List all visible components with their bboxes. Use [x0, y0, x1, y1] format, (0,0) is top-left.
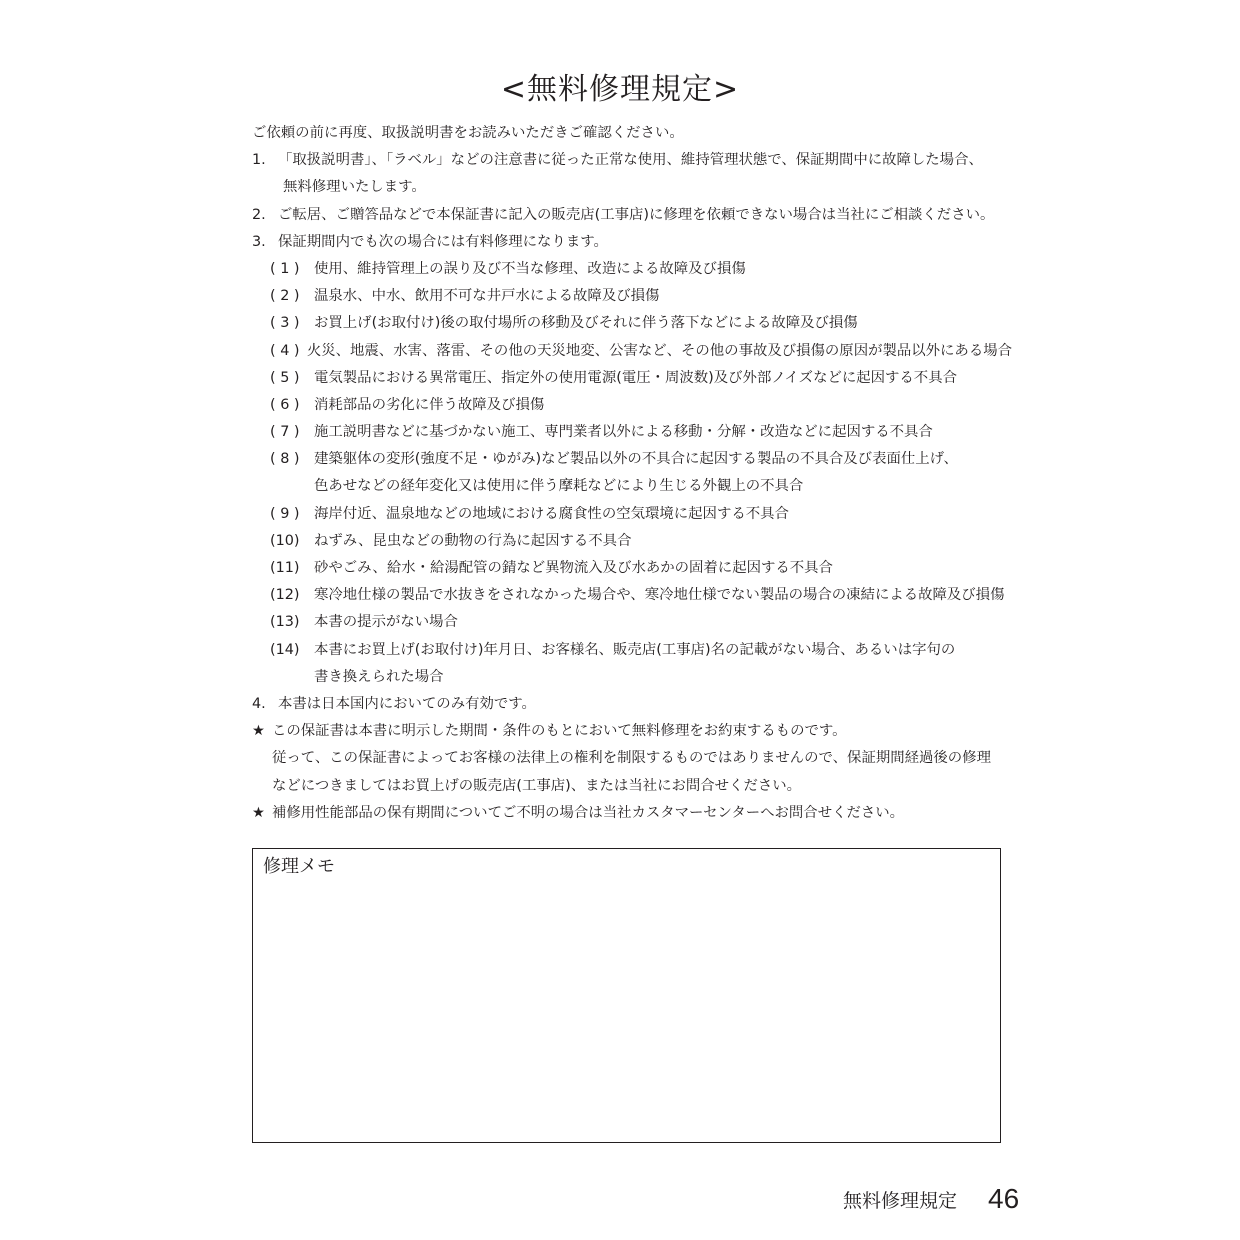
sub-list-item	[252, 365, 1012, 392]
sub-list-item	[252, 637, 1012, 664]
sub-item-number: ( 7 )	[270, 424, 300, 441]
page-title: <無料修理規定>	[500, 72, 740, 107]
sub-item-text: 本書の提示がない場合	[314, 614, 458, 631]
sub-item-text: 施工説明書などに基づかない施工、専門業者以外による移動・分解・改造などに起因する不具合	[314, 424, 933, 441]
sub-list-item	[252, 501, 1012, 528]
list-item	[252, 147, 1012, 174]
sub-item-text: 寒冷地仕様の製品で水抜きをされなかった場合や、寒冷地仕様でない製品の場合の凍結による故障及び損傷	[314, 587, 1005, 604]
list-item	[252, 229, 1012, 256]
sub-item-text: お買上げ(お取付け)後の取付場所の移動及びそれに伴う落下などによる故障及び損傷	[314, 315, 858, 332]
sub-list-item	[252, 582, 1012, 609]
note-item	[252, 718, 1012, 745]
sub-item-number: (11)	[270, 560, 300, 576]
note-text: この保証書は本書に明示した期間・条件のもとにおいて無料修理をお約束するものです。	[272, 723, 847, 740]
item-number: 3.	[252, 233, 266, 250]
item-number: 4.	[252, 695, 266, 712]
sub-item-text: 使用、維持管理上の誤り及び不当な修理、改造による故障及び損傷	[314, 260, 746, 277]
repair-memo-label: 修理メモ	[263, 856, 335, 877]
repair-memo-box	[252, 848, 1001, 1143]
sub-item-continuation: 書き換えられた場合	[314, 668, 444, 685]
sub-list-item	[252, 555, 1012, 582]
sub-list-item	[252, 446, 1012, 473]
item-number: 1.	[252, 152, 266, 169]
sub-item-number: ( 8 )	[270, 451, 300, 468]
sub-item-number: ( 4 )	[270, 342, 300, 359]
sub-item-continuation: 色あせなどの経年変化又は使用に伴う摩耗などにより生じる外観上の不具合	[314, 478, 804, 495]
sub-item-number: ( 6 )	[270, 396, 300, 413]
sub-item-text: 電気製品における異常電圧、指定外の使用電源(電圧・周波数)及び外部ノイズなどに起因する不具合	[314, 369, 957, 386]
sub-item-number: ( 2 )	[270, 288, 300, 305]
sub-list-item	[252, 528, 1012, 555]
list-item	[252, 202, 1012, 229]
sub-item-number: ( 5 )	[270, 369, 300, 386]
sub-item-number: (14)	[270, 641, 300, 658]
sub-item-text: 温泉水、中水、飲用不可な井戸水による故障及び損傷	[314, 288, 660, 305]
page-number: 46	[988, 1183, 1020, 1214]
item-number: 2.	[252, 206, 266, 223]
sub-list-item	[252, 256, 1012, 283]
sub-item-text: ねずみ、昆虫などの動物の行為に起因する不具合	[314, 532, 632, 549]
sub-list-item	[252, 609, 1012, 636]
note-continuation: 従って、この保証書によってお客様の法律上の権利を制限するものではありませんので、保証期間経過後の修理	[272, 750, 991, 767]
sub-item-number: (13)	[270, 614, 300, 631]
sub-item-text: 消耗部品の劣化に伴う故障及び損傷	[314, 396, 545, 413]
sub-item-text: 砂やごみ、給水・給湯配管の錆など異物流入及び水あかの固着に起因する不具合	[314, 560, 833, 576]
sub-item-number: (12)	[270, 587, 300, 604]
sub-item-text: 海岸付近、温泉地などの地域における腐食性の空気環境に起因する不具合	[314, 505, 789, 522]
sub-item-number: ( 3 )	[270, 315, 300, 332]
item-text: 本書は日本国内においてのみ有効です。	[278, 695, 536, 712]
list-item	[252, 691, 1012, 718]
star-icon: ★	[252, 804, 265, 821]
sub-list-item	[252, 419, 1012, 446]
note-continuation: などにつきましてはお買上げの販売店(工事店)、または当社にお問合せください。	[272, 777, 802, 794]
sub-list-item	[252, 310, 1012, 337]
note-item	[252, 800, 1012, 827]
item-text: ご転居、ご贈答品などで本保証書に記入の販売店(工事店)に修理を依頼できない場合は当社にご相談ください。	[278, 206, 995, 223]
sub-item-number: ( 1 )	[270, 260, 300, 277]
sub-item-number: ( 9 )	[270, 505, 300, 522]
sub-list-item	[252, 392, 1012, 419]
item-continuation: 無料修理いたします。	[283, 179, 426, 196]
sub-list-item	[252, 338, 1012, 365]
footer-section-label: 無料修理規定	[843, 1190, 958, 1212]
item-text: 保証期間内でも次の場合には有料修理になります。	[278, 233, 608, 250]
sub-item-text: 建築躯体の変形(強度不足・ゆがみ)など製品以外の不具合に起因する製品の不具合及び表面仕上げ、	[314, 451, 958, 468]
star-icon: ★	[252, 723, 265, 740]
warranty-terms	[252, 120, 1012, 827]
sub-item-number: (10)	[270, 532, 300, 549]
sub-item-text: 火災、地震、水害、落雷、その他の天災地変、公害など、その他の事故及び損傷の原因が製品以外にある場合	[306, 342, 1012, 359]
intro-text: ご依頼の前に再度、取扱説明書をお読みいただきご確認ください。	[252, 125, 684, 141]
sub-list-item	[252, 283, 1012, 310]
sub-item-text: 本書にお買上げ(お取付け)年月日、お客様名、販売店(工事店)名の記載がない場合、あるいは字句の	[314, 641, 956, 658]
item-text: 「取扱説明書」、「ラベル」などの注意書に従った正常な使用、維持管理状態で、保証期間中に故障した場合、	[278, 152, 983, 169]
note-text: 補修用性能部品の保有期間についてご不明の場合は当社カスタマーセンターへお問合せください。	[272, 804, 905, 821]
